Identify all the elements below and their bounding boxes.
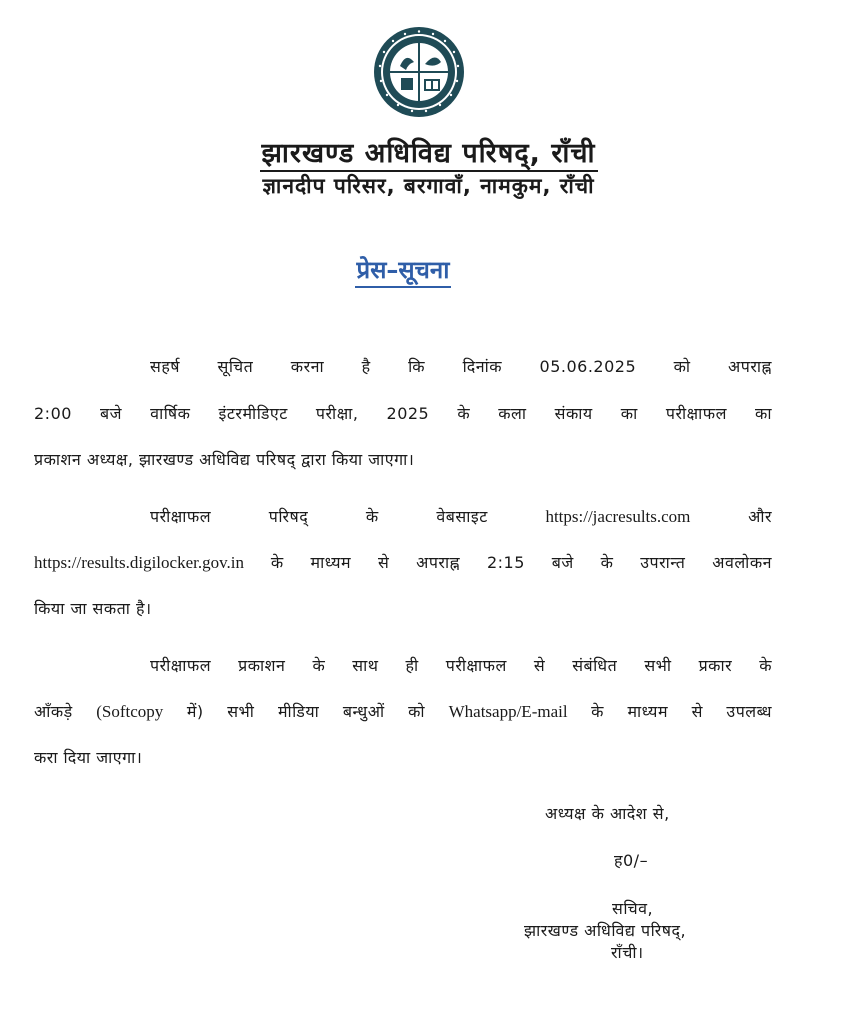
paragraph1-line2: 2:00 बजे वार्षिक इंटरमीडिएट परीक्षा, 2025 के कला संकाय का परीक्षाफल का (34, 404, 772, 423)
paragraph3-text-c: के माध्यम से उपलब्ध (591, 702, 772, 721)
press-notice-heading (0, 253, 806, 286)
signature-city: राँची। (611, 943, 644, 962)
paragraph1-line1: सहर्ष सूचित करना है कि दिनांक 05.06.2025 को अपराह्न (150, 357, 772, 376)
paragraph2-line1 (150, 505, 772, 527)
council-title-text: झारखण्ड अधिविद्य परिषद्, राँची (260, 138, 598, 172)
paragraph2-line2 (34, 551, 772, 573)
paragraph1-line3: प्रकाशन अध्यक्ष, झारखण्ड अधिविद्य परिषद् द्वारा किया जाएगा। (34, 450, 415, 469)
paragraph2-text-rest: के माध्यम से अपराह्न 2:15 बजे के उपरान्त अवलोकन (270, 553, 772, 572)
paragraph2-line3: किया जा सकता है। (34, 599, 152, 618)
paragraph2-text-b: और (748, 507, 772, 526)
softcopy-label: (Softcopy (96, 702, 164, 721)
signature-order: अध्यक्ष के आदेश से, (545, 804, 670, 823)
press-notice-heading-text: प्रेस–सूचना (355, 256, 452, 288)
website-link-digilocker[interactable]: https://results.digilocker.gov.in (34, 553, 244, 572)
paragraph2-text-a: परीक्षाफल परिषद् के वेबसाइट (150, 507, 488, 526)
council-address: ज्ञानदीप परिसर, बरगावाँ, नामकुम, राँची (262, 174, 595, 198)
paragraph3-line2 (34, 700, 772, 722)
paragraph3-line3: करा दिया जाएगा। (34, 748, 143, 767)
channels-label: Whatsapp/E-mail (448, 702, 568, 721)
paragraph3-text-a: आँकड़े (34, 702, 73, 721)
website-link-jacresults[interactable]: https://jacresults.com (545, 507, 691, 526)
signature-signed: ह0/– (614, 851, 649, 870)
paragraph3-text-b: में) सभी मीडिया बन्धुओं को (186, 702, 426, 721)
paragraph3-line1: परीक्षाफल प्रकाशन के साथ ही परीक्षाफल से संबंधित सभी प्रकार के (150, 656, 772, 675)
council-seal-logo (373, 26, 465, 118)
signature-org: झारखण्ड अधिविद्य परिषद्, (524, 921, 687, 940)
council-title (0, 133, 857, 170)
signature-designation: सचिव, (612, 899, 654, 918)
